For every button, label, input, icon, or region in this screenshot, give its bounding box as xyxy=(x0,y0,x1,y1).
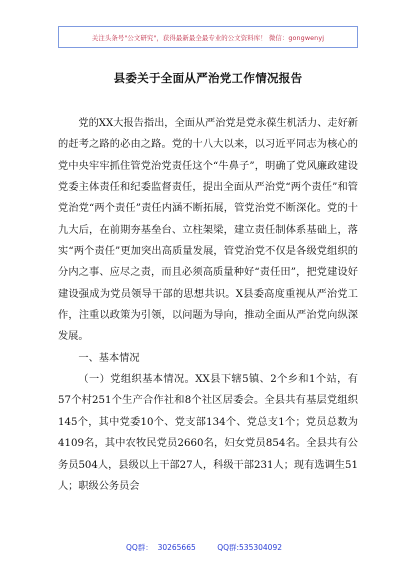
notice-banner xyxy=(58,26,358,48)
intro-paragraph: 党的XX大报告指出，全面从严治党是党永葆生机活力、走好新的赶考之路的必由之路。党的十八大以来，以习近平同志为核心的党中央牢牢抓住管党治党责任这个“牛鼻子”，明确了党风廉政建设党委主体责任和纪委监督责任，提出全面从严治党“两个责任”和管党治党“两个责任”责任内涵不断拓展，管党治党不断深化。党的十九大后，在前期夯基垒台、立柱架梁，建立责任制体系基础上，落实“两个责任”更加突出高质量发展，管党治党不仅是各级党组织的分内之事、应尽之责，而且必须高质量种好“责任田”，把党建设好建设强成为党员领导干部的思想共识。X县委高度重视从严治党工作，注重以政策为引领，以问题为导向，推动全面从严治党向纵深发展。 xyxy=(58,118,358,343)
document-body xyxy=(58,113,358,497)
document-title: 县委关于全面从严治党工作情况报告 xyxy=(113,71,303,85)
party-organization-paragraph: （一）党组织基本情况。XX县下辖5镇、2个乡和1个站，有57个村251个生产合作社和8个社区居委会。全县共有基层党组织145个，其中党委10个、党支部134个、党总支1个；党员总数为4109名，其中农牧民党员2660名，妇女党员854名。全县共有公务员504人，县级以上干部27人，科级干部231人；现有选调生51人；职级公务员会 xyxy=(58,374,358,492)
qq-group-footer: QQ群： 30265665 QQ群:535304092 xyxy=(126,543,282,552)
section-heading-basic-situation: 一、基本情况 xyxy=(78,352,140,364)
notice-text: 关注头条号"公文研究"，获得最新最全最专业的公文资料库！ 微信：gongwenyj xyxy=(91,33,325,42)
